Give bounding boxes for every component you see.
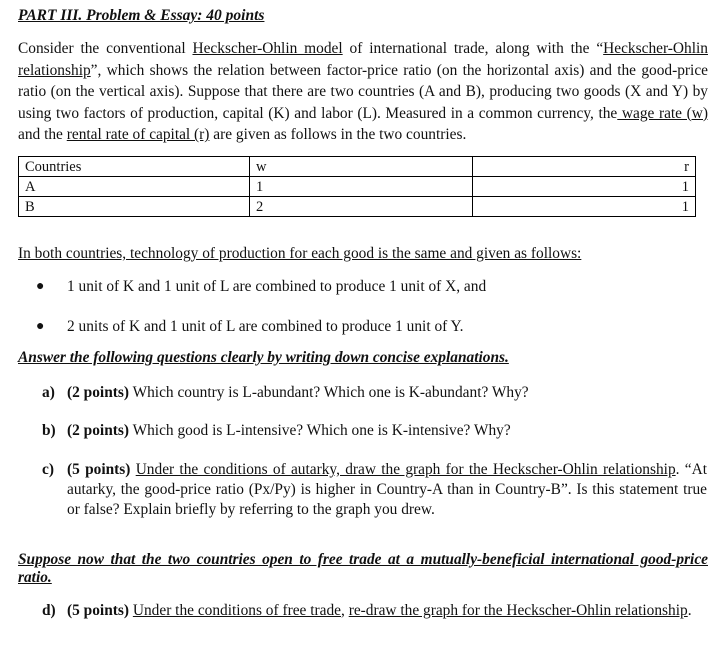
technology-heading: In both countries, technology of production for each good is the same and given as follows: — [18, 245, 582, 262]
bullet-text: 2 units of K and 1 unit of L are combined to produce 1 unit of Y. — [67, 318, 464, 335]
table-row — [19, 197, 696, 217]
question-points: (2 points) — [67, 422, 129, 439]
question-body — [67, 460, 707, 520]
bullet-icon: ● — [36, 319, 45, 334]
free-trade-heading: Suppose now that the two countries open to free trade at a mutually-beneficial international good-price ratio. — [18, 551, 708, 586]
question-text: . — [687, 602, 692, 619]
table-cell: B — [19, 197, 250, 217]
question-text: Which country is L-abundant? Which one is K-abundant? Why? — [129, 384, 529, 401]
intro-text-5: are given as follows in the two countries. — [209, 126, 467, 144]
link-heckscher-ohlin-relationship: Heckscher-Ohlin relationship — [18, 40, 708, 79]
table-header-cell: r — [473, 157, 696, 177]
question-underlined-text: Under the conditions of free trade — [132, 602, 341, 619]
factor-price-table — [18, 156, 696, 217]
question-text: , — [340, 602, 349, 619]
question-underlined-text: Under the conditions of autarky, draw the graph for the Heckscher-Ohlin relationship — [135, 461, 676, 478]
intro-paragraph — [18, 38, 708, 146]
question-label: c) — [42, 461, 54, 478]
table-header-cell: Countries — [19, 157, 250, 177]
intro-text-1: Consider the conventional — [18, 40, 193, 57]
question-label: b) — [42, 422, 56, 439]
table-row — [19, 177, 696, 197]
section-title: PART III. Problem & Essay: 40 points — [18, 7, 265, 24]
question-underlined-text: re-draw the graph for the Heckscher-Ohlin relationship — [348, 602, 688, 619]
table-header-cell: w — [250, 157, 473, 177]
question-points: (5 points) — [67, 461, 131, 478]
table-cell: 1 — [473, 197, 696, 217]
intro-text-3: ”, which shows the relation between factor-price ratio (on the horizontal axis) and the good-price ratio (on the vertical axis). Suppose that there are two countries (A and B), producing two goods (X and Y) by using two factors of production, capital (K) and labor (L). Measured in a common currency, the — [18, 61, 708, 122]
question-label: a) — [42, 384, 55, 401]
link-heckscher-ohlin-model: Heckscher-Ohlin model — [192, 40, 343, 57]
table-cell: 1 — [250, 177, 473, 197]
table-cell: 1 — [473, 177, 696, 197]
bullet-icon: ● — [36, 279, 45, 294]
question-points: (5 points) — [67, 602, 129, 619]
table-cell: 2 — [250, 197, 473, 217]
bullet-text: 1 unit of K and 1 unit of L are combined to produce 1 unit of X, and — [67, 278, 487, 295]
intro-text-2: of international trade, along with the “ — [342, 40, 604, 57]
question-points: (2 points) — [67, 384, 129, 401]
link-wage-rate: wage rate (w) — [617, 104, 708, 122]
question-label: d) — [42, 602, 56, 619]
table-header-row — [19, 157, 696, 177]
intro-text-4: and the — [18, 126, 67, 144]
answer-instruction: Answer the following questions clearly by writing down concise explanations. — [18, 349, 509, 366]
question-body — [67, 601, 707, 621]
question-body — [67, 421, 707, 441]
question-text: Which good is L-intensive? Which one is K-intensive? Why? — [129, 422, 511, 439]
link-rental-rate: rental rate of capital (r) — [66, 126, 210, 144]
question-text: . “At autarky, the good-price ratio (Px/Py) is higher in Country-A than in Country-B”. Is this statement true or false? Explain briefly by referring to the graph you drew. — [67, 461, 707, 518]
table-cell: A — [19, 177, 250, 197]
question-body — [67, 383, 707, 403]
